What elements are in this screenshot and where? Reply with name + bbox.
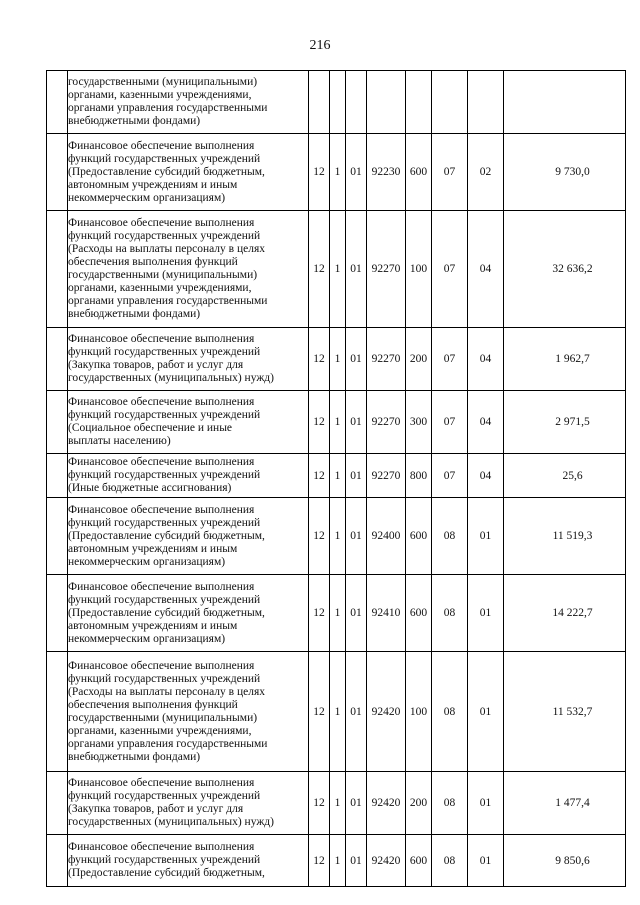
expense-type-code-cell: 800 xyxy=(406,454,432,498)
direction-code-cell: 92400 xyxy=(367,498,406,575)
description-line: выплаты населению) xyxy=(68,435,171,447)
description-line: внебюджетными фондами) xyxy=(68,115,201,127)
direction-code-cell: 92420 xyxy=(367,835,406,887)
subprogram-code-cell: 1 xyxy=(330,772,346,835)
main-activity-code-cell: 01 xyxy=(346,835,367,887)
description-line: автономным учреждениям и иным xyxy=(68,542,238,555)
section-code-cell: 08 xyxy=(432,652,468,772)
description-line: функций государственных учреждений xyxy=(68,672,261,685)
expense-type-code-cell: 600 xyxy=(406,835,432,887)
description-cell xyxy=(68,835,309,887)
row-spacer-cell xyxy=(47,454,68,498)
description-line: (Расходы на выплаты персоналу в целях xyxy=(68,685,266,698)
main-activity-code-cell: 01 xyxy=(346,454,367,498)
expense-type-code-cell: 600 xyxy=(406,134,432,211)
section-code-cell: 07 xyxy=(432,328,468,391)
amount-cell xyxy=(504,772,626,835)
main-activity-code-cell: 01 xyxy=(346,134,367,211)
table-row xyxy=(47,835,626,887)
expense-type-code-cell: 200 xyxy=(406,328,432,391)
row-spacer-cell xyxy=(47,71,68,134)
main-activity-code-cell xyxy=(346,71,367,134)
description-cell xyxy=(68,772,309,835)
subprogram-code-cell: 1 xyxy=(330,575,346,652)
program-code-cell: 12 xyxy=(309,211,330,328)
program-code-cell: 12 xyxy=(309,652,330,772)
program-code-cell: 12 xyxy=(309,772,330,835)
description-line: Финансовое обеспечение выполнения xyxy=(68,841,255,853)
expense-type-code-cell: 600 xyxy=(406,498,432,575)
main-activity-code-cell: 01 xyxy=(346,575,367,652)
program-code-cell: 12 xyxy=(309,134,330,211)
row-spacer-cell xyxy=(47,211,68,328)
description-cell xyxy=(68,575,309,652)
section-code-cell xyxy=(432,71,468,134)
table-row xyxy=(47,211,626,328)
amount-value: 25,6 xyxy=(562,469,583,482)
direction-code-cell: 92270 xyxy=(367,391,406,454)
subprogram-code-cell: 1 xyxy=(330,391,346,454)
main-activity-code-cell: 01 xyxy=(346,391,367,454)
description-line: (Предоставление субсидий бюджетным, xyxy=(68,606,265,619)
amount-cell xyxy=(504,211,626,328)
description-line: функций государственных учреждений xyxy=(68,516,261,529)
subprogram-code-cell: 1 xyxy=(330,454,346,498)
table-row xyxy=(47,652,626,772)
description-line: (Закупка товаров, работ и услуг для xyxy=(68,359,244,371)
description-line: автономным учреждениям и иным xyxy=(68,619,238,632)
direction-code-cell: 92270 xyxy=(367,211,406,328)
description-line: государственных (муниципальных) нужд) xyxy=(68,816,274,828)
description-line: органами управления государственными xyxy=(68,295,268,307)
description-line: внебюджетными фондами) xyxy=(68,750,201,763)
description-line: (Предоставление субсидий бюджетным, xyxy=(68,867,265,879)
description-line: Финансовое обеспечение выполнения xyxy=(68,580,255,593)
subsection-code-cell: 01 xyxy=(468,652,504,772)
description-cell xyxy=(68,328,309,391)
description-line: органами, казенными учреждениями, xyxy=(68,282,252,294)
description-cell xyxy=(68,71,309,134)
table-row xyxy=(47,391,626,454)
expense-type-code-cell: 100 xyxy=(406,211,432,328)
section-code-cell: 07 xyxy=(432,211,468,328)
row-spacer-cell xyxy=(47,328,68,391)
description-line: органами, казенными учреждениями, xyxy=(68,724,252,737)
direction-code-cell: 92270 xyxy=(367,328,406,391)
subprogram-code-cell xyxy=(330,71,346,134)
subprogram-code-cell: 1 xyxy=(330,498,346,575)
description-line: внебюджетными фондами) xyxy=(68,308,201,320)
direction-code-cell: 92270 xyxy=(367,454,406,498)
program-code-cell: 12 xyxy=(309,575,330,652)
subprogram-code-cell: 1 xyxy=(330,652,346,772)
row-spacer-cell xyxy=(47,772,68,835)
description-line: некоммерческим организациям) xyxy=(68,632,226,645)
description-line: обеспечения выполнения функций xyxy=(68,256,238,268)
subprogram-code-cell: 1 xyxy=(330,211,346,328)
table-row xyxy=(47,134,626,211)
amount-value: 14 222,7 xyxy=(552,607,593,619)
description-cell xyxy=(68,652,309,772)
description-line: обеспечения выполнения функций xyxy=(68,698,238,711)
subsection-code-cell: 04 xyxy=(468,211,504,328)
subsection-code-cell: 01 xyxy=(468,575,504,652)
row-spacer-cell xyxy=(47,575,68,652)
main-activity-code-cell: 01 xyxy=(346,328,367,391)
budget-table xyxy=(46,70,626,887)
description-line: Финансовое обеспечение выполнения xyxy=(68,139,255,152)
program-code-cell: 12 xyxy=(309,391,330,454)
amount-value: 9 730,0 xyxy=(555,166,590,178)
direction-code-cell: 92420 xyxy=(367,772,406,835)
amount-cell xyxy=(504,575,626,652)
description-line: функций государственных учреждений xyxy=(68,230,261,242)
description-line: органами управления государственными xyxy=(68,102,268,114)
description-line: Финансовое обеспечение выполнения xyxy=(68,659,255,672)
description-line: (Предоставление субсидий бюджетным, xyxy=(68,529,265,542)
amount-value: 11 532,7 xyxy=(552,705,593,718)
program-code-cell: 12 xyxy=(309,835,330,887)
subsection-code-cell: 01 xyxy=(468,835,504,887)
description-line: (Закупка товаров, работ и услуг для xyxy=(68,803,244,815)
description-line: функций государственных учреждений xyxy=(68,469,261,481)
expense-type-code-cell xyxy=(406,71,432,134)
program-code-cell xyxy=(309,71,330,134)
table-row xyxy=(47,454,626,498)
row-spacer-cell xyxy=(47,391,68,454)
row-spacer-cell xyxy=(47,835,68,887)
description-line: Финансовое обеспечение выполнения xyxy=(68,456,255,468)
section-code-cell: 07 xyxy=(432,391,468,454)
description-line: (Социальное обеспечение и иные xyxy=(68,422,233,434)
description-line: органами управления государственными xyxy=(68,737,268,750)
expense-type-code-cell: 300 xyxy=(406,391,432,454)
section-code-cell: 08 xyxy=(432,835,468,887)
table-row xyxy=(47,772,626,835)
amount-cell xyxy=(504,454,626,498)
table-row xyxy=(47,71,626,134)
amount-value: 2 971,5 xyxy=(555,416,590,428)
description-line: функций государственных учреждений xyxy=(68,593,261,606)
amount-cell xyxy=(504,652,626,772)
description-line: Финансовое обеспечение выполнения xyxy=(68,217,255,229)
amount-cell xyxy=(504,498,626,575)
direction-code-cell xyxy=(367,71,406,134)
table-row xyxy=(47,575,626,652)
program-code-cell: 12 xyxy=(309,328,330,391)
subsection-code-cell: 02 xyxy=(468,134,504,211)
subprogram-code-cell: 1 xyxy=(330,835,346,887)
subsection-code-cell: 01 xyxy=(468,498,504,575)
direction-code-cell: 92230 xyxy=(367,134,406,211)
amount-value: 1 477,4 xyxy=(555,797,590,809)
description-line: некоммерческим организациям) xyxy=(68,191,226,204)
subsection-code-cell: 04 xyxy=(468,391,504,454)
amount-value: 32 636,2 xyxy=(552,263,593,275)
description-line: функций государственных учреждений xyxy=(68,854,261,866)
amount-cell xyxy=(504,328,626,391)
description-line: (Предоставление субсидий бюджетным, xyxy=(68,165,265,178)
subprogram-code-cell: 1 xyxy=(330,328,346,391)
program-code-cell: 12 xyxy=(309,498,330,575)
amount-cell xyxy=(504,134,626,211)
amount-value: 9 850,6 xyxy=(555,854,590,867)
main-activity-code-cell: 01 xyxy=(346,498,367,575)
program-code-cell: 12 xyxy=(309,454,330,498)
section-code-cell: 07 xyxy=(432,454,468,498)
table-row xyxy=(47,498,626,575)
main-activity-code-cell: 01 xyxy=(346,211,367,328)
description-line: (Иные бюджетные ассигнования) xyxy=(68,482,232,494)
subsection-code-cell: 01 xyxy=(468,772,504,835)
row-spacer-cell xyxy=(47,498,68,575)
description-line: государственными (муниципальными) xyxy=(68,76,258,88)
section-code-cell: 07 xyxy=(432,134,468,211)
description-line: Финансовое обеспечение выполнения xyxy=(68,777,255,789)
description-cell xyxy=(68,134,309,211)
main-activity-code-cell: 01 xyxy=(346,772,367,835)
row-spacer-cell xyxy=(47,134,68,211)
description-line: органами, казенными учреждениями, xyxy=(68,89,252,101)
expense-type-code-cell: 600 xyxy=(406,575,432,652)
amount-cell xyxy=(504,391,626,454)
table-row xyxy=(47,328,626,391)
description-cell xyxy=(68,391,309,454)
description-cell xyxy=(68,498,309,575)
description-line: автономным учреждениям и иным xyxy=(68,178,238,191)
amount-cell xyxy=(504,835,626,887)
main-activity-code-cell: 01 xyxy=(346,652,367,772)
description-line: государственными (муниципальными) xyxy=(68,269,258,281)
description-line: Финансовое обеспечение выполнения xyxy=(68,503,255,516)
section-code-cell: 08 xyxy=(432,772,468,835)
section-code-cell: 08 xyxy=(432,498,468,575)
subsection-code-cell: 04 xyxy=(468,454,504,498)
description-line: функций государственных учреждений xyxy=(68,409,261,421)
description-line: функций государственных учреждений xyxy=(68,790,261,802)
subsection-code-cell xyxy=(468,71,504,134)
expense-type-code-cell: 100 xyxy=(406,652,432,772)
subsection-code-cell: 04 xyxy=(468,328,504,391)
expense-type-code-cell: 200 xyxy=(406,772,432,835)
budget-table-body xyxy=(47,71,626,887)
description-cell xyxy=(68,211,309,328)
row-spacer-cell xyxy=(47,652,68,772)
description-line: функций государственных учреждений xyxy=(68,346,261,358)
description-line: государственными (муниципальными) xyxy=(68,711,258,724)
description-line: некоммерческим организациям) xyxy=(68,555,226,568)
subprogram-code-cell: 1 xyxy=(330,134,346,211)
amount-cell xyxy=(504,71,626,134)
page-number: 216 xyxy=(309,38,331,53)
amount-value: 11 519,3 xyxy=(552,530,593,542)
description-cell xyxy=(68,454,309,498)
description-line: государственных (муниципальных) нужд) xyxy=(68,372,274,384)
description-line: (Расходы на выплаты персоналу в целях xyxy=(68,243,266,255)
direction-code-cell: 92420 xyxy=(367,652,406,772)
direction-code-cell: 92410 xyxy=(367,575,406,652)
description-line: функций государственных учреждений xyxy=(68,152,261,165)
section-code-cell: 08 xyxy=(432,575,468,652)
amount-value: 1 962,7 xyxy=(555,353,590,365)
description-line: Финансовое обеспечение выполнения xyxy=(68,333,255,345)
description-line: Финансовое обеспечение выполнения xyxy=(68,396,255,408)
